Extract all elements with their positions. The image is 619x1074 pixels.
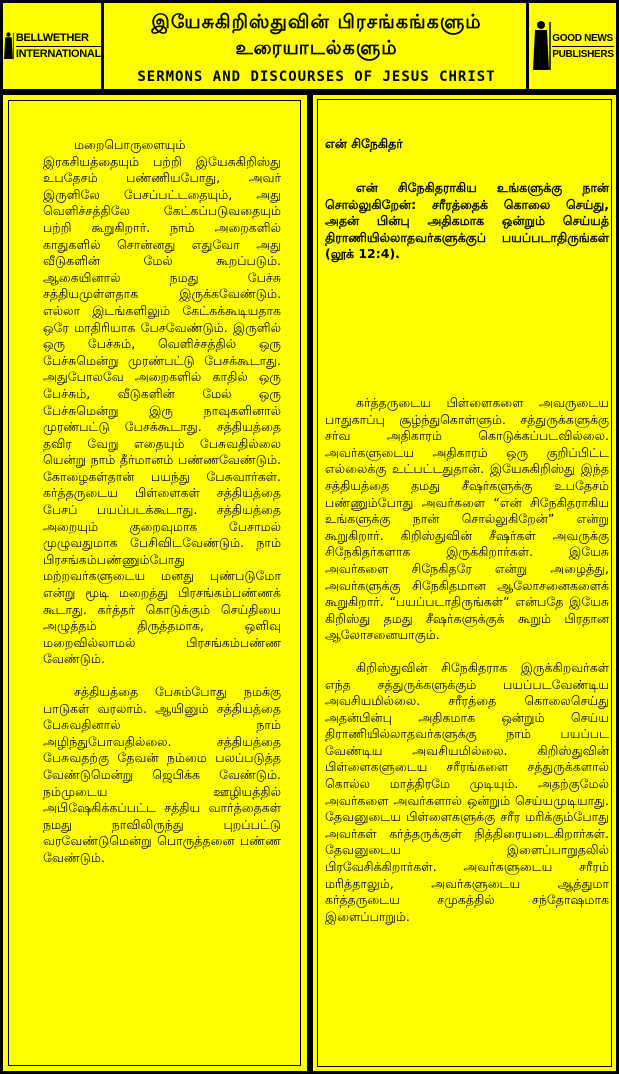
logo-line-2: PUBLISHERS [552,48,614,60]
title-block [104,3,529,89]
shepherd-figure-icon [3,20,14,72]
logo-line-2: INTERNATIONAL [15,47,101,60]
english-title: SERMONS AND DISCOURSES OF JESUS CHRIST [137,69,496,85]
tamil-title-line-2: உரையாடல்களும் [235,37,398,59]
paragraph: மறைபொருளையும் இரகசியத்தையும் பற்றி இயேசுகிறிஸ்து உபதேசம் பண்ணியபோது, அவர் இருளிலே பேசப்பட்டதையும், அது வெளிச்சத்திலே கேட்கப்படுவதையும் பற்றி கூறுகிறார். நாம் அறைகளில் காதுகளில் சொன்னது எதுவோ அது வீடுகளின் மேல் கூறப்படும். ஆகையினால் நமது பேச்சு சத்தியமுள்ளதாக இருக்கவேண்டும். எல்லா இடங்களிலும் கேட்கக்கூடியதாக ஒரே மாதிரியாக பேசவேண்டும். இருளில் ஒரு பேச்சும், வெளிச்சத்தில் ஒரு பேச்சுமென்று முரண்பட்டு பேசக்கூடாது. அதுபோலவே அறைகளில் காதில் ஒரு பேச்சும், வீடுகளின் மேல் ஒரு பேச்சுமென்று இரு நாவுகளினால் முரண்பட்டு பேசக்கூடாது. சத்தியத்தை தவிர வேறு எதையும் பேசுவதில்லை யென்று நாம் தீர்மானம் பண்ணவேண்டும். கோழைகள்தான் பயந்து பேசுவார்கள். கர்த்தருடைய பிள்ளைகள் சத்தியத்தை பேசப் பயப்படக்கூடாது. சத்தியத்தை அறையும் குறைவுமாக பேசாமல் முழுவதுமாக பேசிவிடவேண்டும். நாம் பிரசங்கம்பண்ணும்போது மற்றவர்களுடைய மனது புண்படுமோ என்று மூடி மறைத்து பிரசங்கம்பண்ணக் கூடாது. கர்த்தர் கொடுக்கும் செய்தியை அழுத்தம் திருத்தமாக, ஒளிவு மறைவில்லாமல் பிரசங்கம்பண்ண வேண்டும். [43,137,281,667]
page-header [0,0,619,92]
section-subtitle: என் சிநேகிதர் [325,136,403,151]
paragraph: கர்த்தருடைய பிள்ளைகளை அவருடைய பாதுகாப்பு சூழ்ந்துகொள்ளும். சத்துருக்களுக்கு சர்வ அதிகாரம் கொடுக்கப்படவில்லை. அவர்களுடைய அதிகாரம் ஒரு குறிப்பிட்ட எல்லைக்கு உட்பட்டதுதான். இயேசுகிறிஸ்து இந்த சத்தியத்தை தமது சீஷர்களுக்கு உபதேசம் பண்ணும்போது அவர்களை “என் சிநேகிதராகிய உங்களுக்கு நான் சொல்லுகிறேன்” என்று கூறுகிறார். கிறிஸ்துவின் சீஷர்கள் அவருக்கு சிநேகிதர்களாக இருக்கிறார்கள். இயேசு அவர்களை சிநேகிதரே என்று அழைத்து, அவர்களுக்கு சிநேகிதமான ஆலோசனைகளைக் கூறுகிறார். “பயப்படாதிருங்கள்” என்பதே இயேசு கிறிஸ்து தமது சீஷர்களுக்குக் கூறும் பிரதான ஆலோசனையாகும். [325,395,609,643]
scripture-quote: என் சிநேகிதராகிய உங்களுக்கு நான் சொல்லுகிறேன்: சரீரத்தைக் கொலை செய்து, அதன் பின்பு அதிகமாக ஒன்றும் செய்யத் திராணியில்லாதவர்களுக்குப் பயப்படாதிருங்கள் (லூக் 12:4). [325,180,609,262]
paragraph: கிறிஸ்துவின் சிநேகிதராக இருக்கிறவர்கள் எந்த சத்துருக்களுக்கும் பயப்படவேண்டிய அவசியமில்லை. சரீரத்தை கொலைசெய்து அதன்பின்பு அதிகமாக ஒன்றும் செய்ய திராணியில்லாதவர்களுக்கு நாம் பயப்பட வேண்டிய அவசியமில்லை. கிறிஸ்துவின் பிள்ளைகளுடைய சரீரங்களை சத்துருக்களால் கொல்ல மாத்திரமே முடியும். அதற்குமேல் அவர்களை அவர்களால் ஒன்றும் செய்யமுடியாது. தேவனுடைய பிள்ளைகளுக்கு சரீர மரிக்கும்போது அவர்கள் கர்த்தருக்குள் நித்திரையடைகிறார்கள். தேவனுடைய இளைப்பாறுதலில் பிரவேசிக்கிறார்கள். அவர்களுடைய சரீரம் மரித்தாலும், அவர்களுடைய ஆத்துமா கர்த்தருடைய சமுகத்தில் சந்தோஷமாக இளைப்பாறும். [325,659,609,924]
good-news-logo [526,3,616,89]
right-column-text [325,395,609,941]
bellwether-logo [3,3,104,89]
logo-line-1: BELLWETHER [16,31,101,47]
paragraph: சத்தியத்தை பேசும்போது நமக்கு பாடுகள் வரலாம். ஆயினும் சத்தியத்தை பேசுவதினால் நாம் அழிந்துபோவதில்லை. சத்தியத்தை பேசுவதற்கு தேவன் நம்மை பலப்படுத்த வேண்டுமென்று ஜெபிக்க வேண்டும். நம்முடைய ஊழியத்தில் அபிஷேகிக்கப்பட்ட சத்திய வார்த்தைகள் நமது நாவிலிருந்து புறப்பட்டு வரவேண்டுமென்று பொருத்தனை பண்ண வேண்டும். [43,684,281,865]
right-column [310,92,619,1074]
left-column [0,92,310,1074]
left-column-text [43,137,281,883]
shepherd-figure-icon [531,20,551,72]
logo-line-1: GOOD NEWS [552,31,613,47]
tamil-title-line-1: இயேசுகிறிஸ்துவின் பிரசங்கங்களும் [151,11,482,33]
